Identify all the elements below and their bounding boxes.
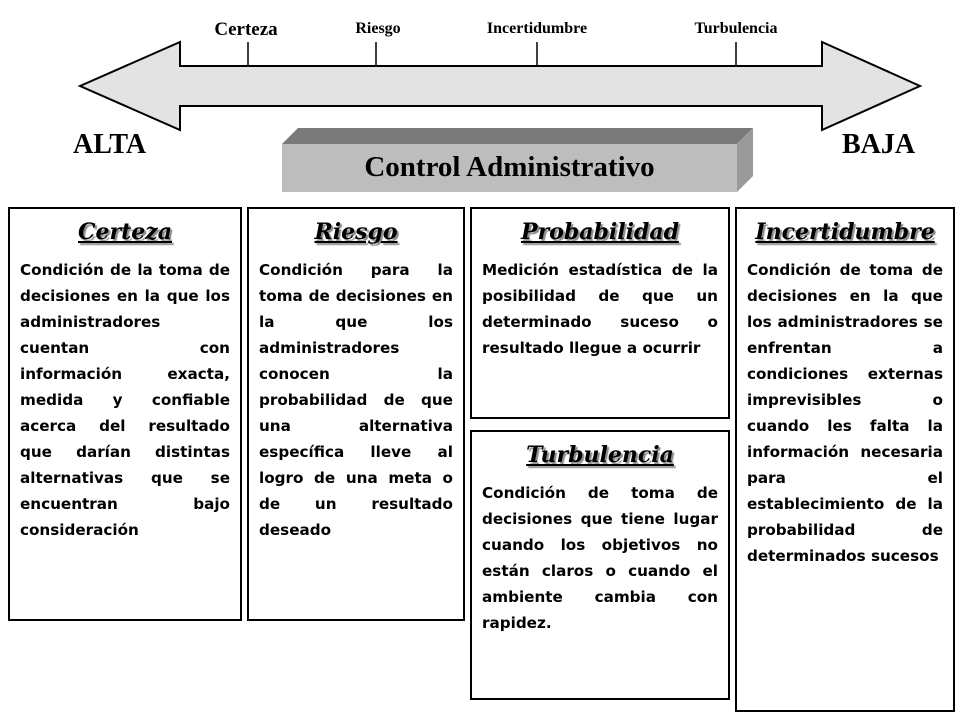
box-riesgo-title: Riesgo xyxy=(314,219,398,245)
box-incertidumbre xyxy=(735,207,955,712)
box-probabilidad-text: Medición estadística de la posibilidad de que un determinado suceso o resultado llegue a ocurrir xyxy=(482,261,718,357)
box-turbulencia-text: Condición de toma de decisiones que tiene lugar cuando los objetivos no están claros o cuando el ambiente cambia con rapidez. xyxy=(482,484,718,632)
double-arrow xyxy=(0,0,960,140)
label-alta: ALTA xyxy=(73,129,147,160)
label-baja: BAJA xyxy=(842,129,916,160)
box-incertidumbre-title: Incertidumbre xyxy=(755,219,935,245)
double-arrow-shape xyxy=(80,42,920,130)
box-probabilidad-title: Probabilidad xyxy=(521,219,679,245)
box-turbulencia xyxy=(470,430,730,700)
control-banner-title: Control Administrativo xyxy=(364,151,655,183)
box-turbulencia-title: Turbulencia xyxy=(526,442,674,468)
box-riesgo-text: Condición para la toma de decisiones en la que los administradores conocen la probabilidad de que una alternativa específica lleve al logro de una meta o de un resultado deseado xyxy=(259,261,453,539)
box-incertidumbre-text: Condición de toma de decisiones en la que los administradores se enfrentan a condiciones externas imprevisibles o cuando les falta la información necesaria para el establecimiento de la probabilidad de determinados sucesos xyxy=(747,261,943,565)
scale-label-riesgo: Riesgo xyxy=(355,20,401,37)
scale-label-incertidumbre: Incertidumbre xyxy=(486,20,588,37)
box-certeza-text: Condición de la toma de decisiones en la que los administradores cuentan con información exacta, medida y confiable acerca del resultado que darían distintas alternativas que se encuentran bajo consideración xyxy=(20,261,230,539)
box-riesgo xyxy=(247,207,465,621)
scale-label-certeza: Certeza xyxy=(214,19,278,40)
box-probabilidad xyxy=(470,207,730,419)
scale-label-turbulencia: Turbulencia xyxy=(694,20,778,37)
box-certeza-title: Certeza xyxy=(77,219,172,245)
box-certeza xyxy=(8,207,242,621)
